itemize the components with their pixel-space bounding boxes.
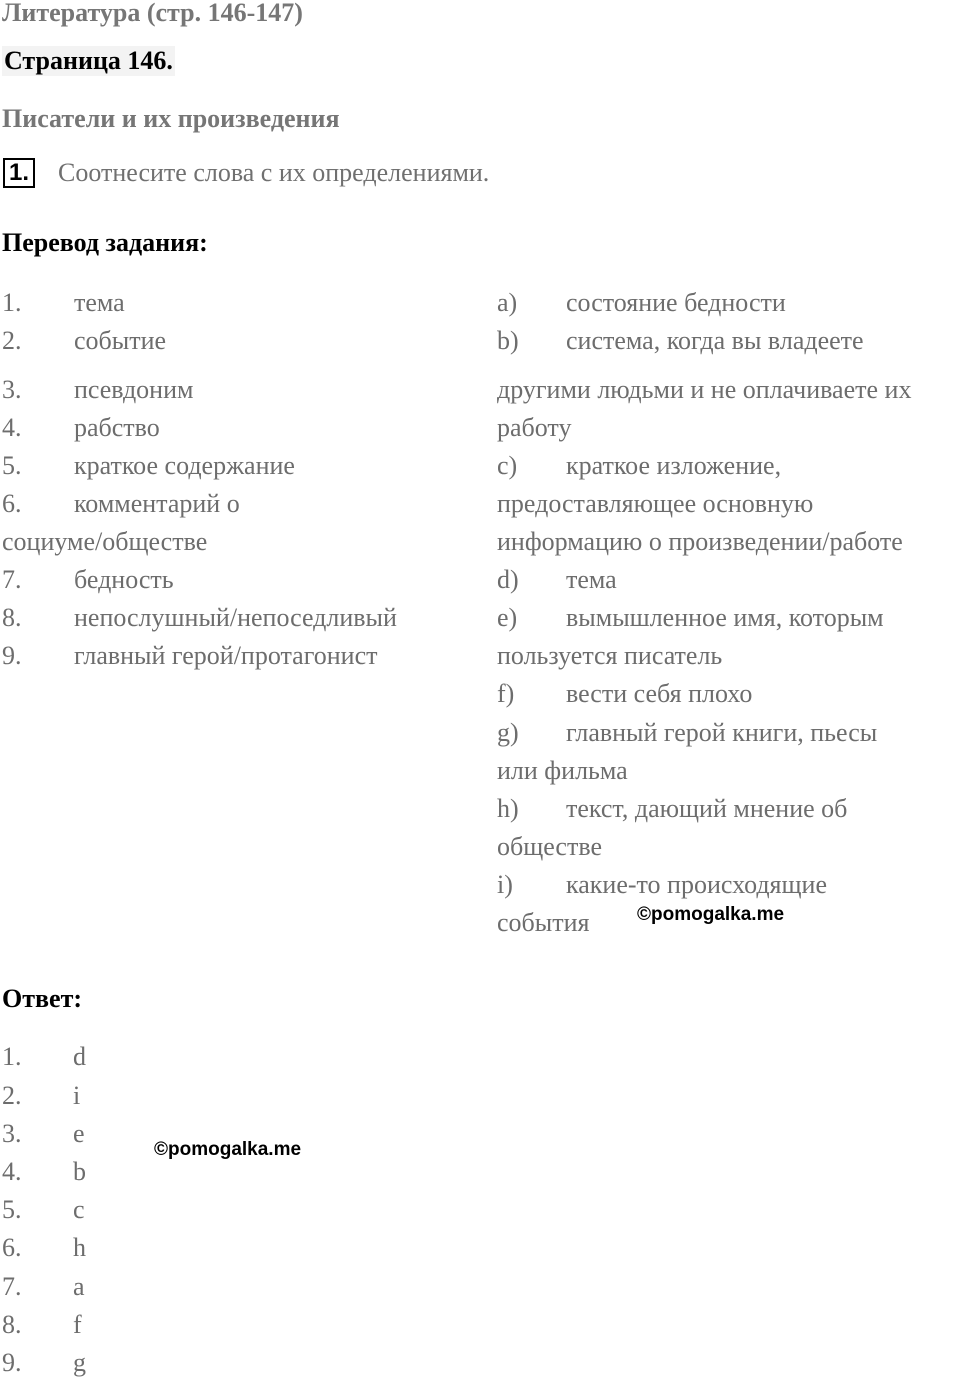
item-text: событие: [74, 326, 167, 355]
item-text: рабство: [74, 413, 160, 442]
item-text: события: [497, 908, 590, 937]
item-letter: b): [497, 326, 519, 355]
item-text: краткое содержание: [74, 451, 295, 480]
task-number-box: 1.: [3, 158, 35, 188]
item-letter: c): [497, 451, 518, 480]
item-text: главный герой книги, пьесы: [566, 718, 878, 747]
section-title: Писатели и их произведения: [2, 104, 340, 133]
item-text: вести себя плохо: [566, 679, 753, 708]
item-number: 1.: [2, 288, 22, 317]
answer-letter: i: [73, 1081, 81, 1110]
item-number: 7.: [2, 565, 22, 594]
answer-letter: a: [73, 1272, 85, 1301]
item-text: система, когда вы владеете: [566, 326, 864, 355]
item-text: работу: [497, 413, 572, 442]
answer-number: 3.: [2, 1119, 22, 1148]
item-text: псевдоним: [74, 375, 194, 404]
page-title: Страница 146.: [4, 46, 173, 75]
answer-letter: g: [73, 1348, 86, 1377]
item-text: обществе: [497, 832, 603, 861]
item-letter: f): [497, 679, 515, 708]
item-number: 3.: [2, 375, 22, 404]
answer-number: 7.: [2, 1272, 22, 1301]
item-letter: i): [497, 870, 513, 899]
translation-heading: Перевод задания:: [2, 228, 208, 257]
answer-number: 5.: [2, 1195, 22, 1224]
answer-letter: c: [73, 1195, 85, 1224]
item-text: состояние бедности: [566, 288, 786, 317]
item-text: тема: [74, 288, 125, 317]
item-text: текст, дающий мнение об: [566, 794, 848, 823]
answer-letter: f: [73, 1310, 82, 1339]
item-number: 6.: [2, 489, 22, 518]
item-letter: a): [497, 288, 518, 317]
item-number: 9.: [2, 641, 22, 670]
item-number: 5.: [2, 451, 22, 480]
answer-letter: d: [73, 1042, 86, 1071]
answer-number: 9.: [2, 1348, 22, 1377]
watermark-text: ©pomogalka.me: [154, 1139, 302, 1160]
answer-number: 4.: [2, 1157, 22, 1186]
item-letter: e): [497, 603, 518, 632]
answer-number: 1.: [2, 1042, 22, 1071]
item-number: 8.: [2, 603, 22, 632]
item-text: комментарий о: [74, 489, 240, 518]
item-text: предоставляющее основную: [497, 489, 814, 518]
answer-number: 8.: [2, 1310, 22, 1339]
task-text: Соотнесите слова с их определениями.: [58, 158, 490, 187]
watermark-text: ©pomogalka.me: [637, 904, 785, 925]
answer-letter: e: [73, 1119, 85, 1148]
item-text: краткое изложение,: [566, 451, 782, 480]
item-text: или фильма: [497, 756, 628, 785]
item-text: бедность: [74, 565, 174, 594]
item-letter: g): [497, 718, 519, 747]
item-text: другими людьми и не оплачиваете их: [497, 375, 912, 404]
answer-heading: Ответ:: [2, 984, 83, 1013]
document-title: Литература (стр. 146-147): [2, 0, 303, 27]
item-text: вымышленное имя, которым: [566, 603, 884, 632]
item-letter: d): [497, 565, 519, 594]
answer-number: 6.: [2, 1233, 22, 1262]
answer-letter: b: [73, 1157, 86, 1186]
answer-number: 2.: [2, 1081, 22, 1110]
item-text: информацию о произведении/работе: [497, 527, 903, 556]
item-text: какие-то происходящие: [566, 870, 827, 899]
item-text: социуме/обществе: [2, 527, 208, 556]
answer-letter: h: [73, 1233, 86, 1262]
item-text: непослушный/непоседливый: [74, 603, 397, 632]
item-text: пользуется писатель: [497, 641, 723, 670]
item-number: 2.: [2, 326, 22, 355]
item-text: тема: [566, 565, 617, 594]
item-letter: h): [497, 794, 519, 823]
item-number: 4.: [2, 413, 22, 442]
item-text: главный герой/протагонист: [74, 641, 378, 670]
